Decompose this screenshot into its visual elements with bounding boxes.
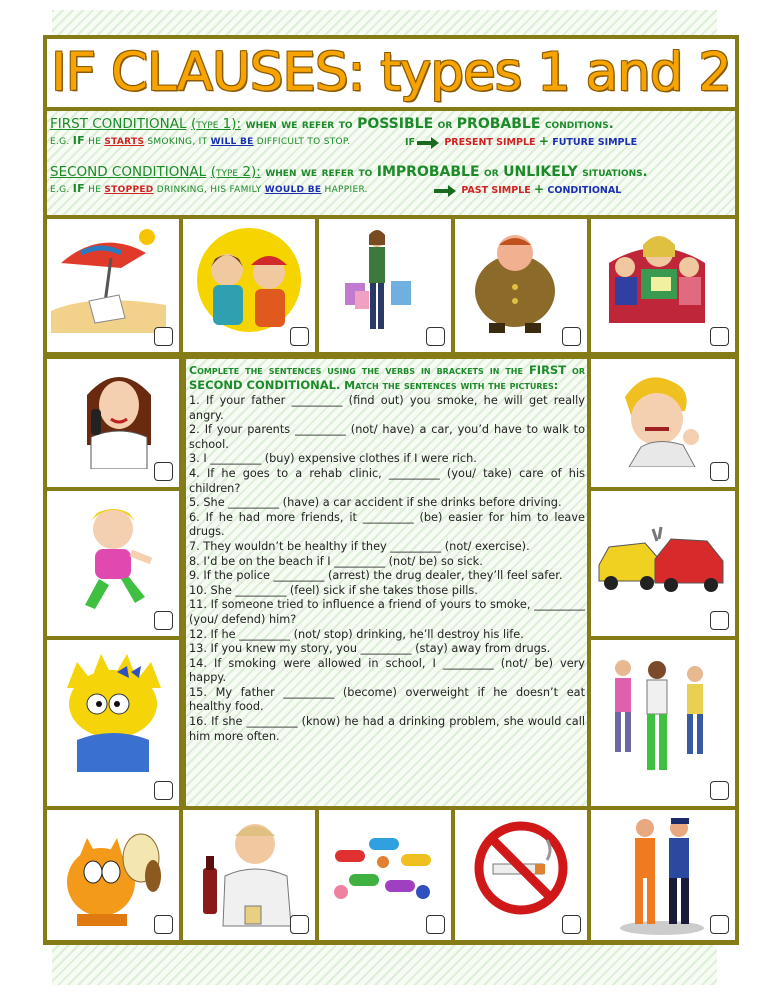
man-with-alcohol-icon — [195, 816, 303, 930]
answer-checkbox[interactable] — [154, 915, 173, 934]
exercise-sentence[interactable]: 4. If he goes to a rehab clinic, _________ (you/ take) care of his children? — [189, 466, 585, 495]
picture-garfield — [47, 810, 179, 940]
picture-fat-man — [455, 219, 587, 352]
answer-checkbox[interactable] — [710, 327, 729, 346]
pills-icon — [329, 830, 439, 910]
arrow-right-icon — [417, 138, 439, 148]
worksheet-title: IF CLAUSES: types 1 and 2 — [51, 42, 731, 103]
picture-boy-running — [47, 491, 179, 636]
picture-maggie — [47, 640, 179, 806]
answer-checkbox[interactable] — [562, 915, 581, 934]
exercise-sentence[interactable]: 15. My father _________ (become) overweight if he doesn’t eat healthy food. — [189, 685, 585, 714]
overweight-man-icon — [459, 227, 571, 339]
exercise-instructions: Complete the sentences using the verbs in brackets in the FIRST or SECOND CONDITIONAL. Match the sentences with the pictures: — [189, 363, 585, 392]
exercise-sentence[interactable]: 10. She _________ (feel) sick if she takes those pills. — [189, 583, 478, 597]
picture-shopping — [319, 219, 451, 352]
exercise-sentence[interactable]: 16. If she _________ (know) he had a drinking problem, she would call him more often. — [189, 715, 585, 743]
cartoon-cat-dog-icon — [57, 818, 169, 932]
exercise-sentence[interactable]: 13. If you knew my story, you _________ (stay) away from drugs. — [189, 642, 551, 656]
answer-checkbox[interactable] — [710, 462, 729, 481]
first-conditional-heading: FIRST CONDITIONAL (type 1): when we refer to POSSIBLE or PROBABLE conditions. — [50, 116, 614, 132]
arrow-right-icon — [434, 186, 456, 196]
second-conditional-formula: PAST SIMPLE + CONDITIONAL — [432, 183, 621, 197]
car-crash-icon — [595, 519, 727, 599]
exercising-people-icon — [603, 652, 713, 784]
exercise-sentence[interactable]: 8. I’d be on the beach if I _________ (not/ be) so sick. — [189, 554, 483, 568]
picture-friends — [183, 219, 315, 352]
exercise-sentence[interactable]: 11. If someone tried to influence a friend of yours to smoke, _________ (you/ defend) him? — [189, 598, 585, 626]
second-conditional-heading: SECOND CONDITIONAL (type 2): when we refer to IMPROBABLE or UNLIKELY situations. — [50, 164, 648, 180]
picture-drunk-man — [183, 810, 315, 940]
cartoon-baby-icon — [57, 648, 169, 778]
family-sofa-icon — [597, 223, 717, 343]
answer-checkbox[interactable] — [154, 327, 173, 346]
picture-beach — [47, 219, 179, 352]
picture-car-accident — [591, 491, 735, 636]
answer-checkbox[interactable] — [562, 327, 581, 346]
grammar-rules — [47, 111, 735, 215]
answer-checkbox[interactable] — [710, 611, 729, 630]
picture-pills — [319, 810, 451, 940]
running-boy-icon — [69, 501, 165, 619]
exercise-sentence[interactable]: 1. If your father _________ (find out) you smoke, he will get really angry. — [189, 394, 585, 422]
woman-on-phone-icon — [77, 365, 161, 469]
answer-checkbox[interactable] — [710, 915, 729, 934]
two-kids-icon — [189, 225, 304, 335]
exercise-panel — [186, 359, 587, 806]
answer-checkbox[interactable] — [426, 915, 445, 934]
answer-checkbox[interactable] — [154, 611, 173, 630]
beach-umbrella-icon — [51, 223, 166, 333]
answer-checkbox[interactable] — [154, 781, 173, 800]
picture-family-reading — [591, 219, 735, 352]
title-box — [47, 39, 735, 107]
exercise-sentence[interactable]: 9. If the police _________ (arrest) the drug dealer, they’ll feel safer. — [189, 569, 563, 583]
picture-woman-phone — [47, 359, 179, 487]
woman-shopping-icon — [337, 225, 417, 343]
picture-people-exercising — [591, 640, 735, 806]
picture-police-arrest — [591, 810, 735, 940]
sentence-list — [189, 394, 585, 744]
answer-checkbox[interactable] — [290, 327, 309, 346]
answer-checkbox[interactable] — [710, 781, 729, 800]
answer-checkbox[interactable] — [426, 327, 445, 346]
exercise-sentence[interactable]: 12. If he _________ (not/ stop) drinking, he’ll destroy his life. — [189, 627, 524, 641]
exercise-sentence[interactable]: 7. They wouldn’t be healthy if they _________ (not/ exercise). — [189, 539, 530, 553]
exercise-sentence[interactable]: 6. If he had more friends, it _________ (be) easier for him to leave drugs. — [189, 510, 585, 539]
exercise-sentence[interactable]: 14. If smoking were allowed in school, I _________ (not/ be) very happy. — [189, 656, 585, 685]
second-conditional-example: E.G. IF HE STOPPED DRINKING, HIS FAMILY WOULD BE HAPPIER. — [50, 182, 368, 195]
picture-no-smoking — [455, 810, 587, 940]
police-arrest-icon — [617, 814, 707, 936]
answer-checkbox[interactable] — [154, 462, 173, 481]
exercise-sentence[interactable]: 3. I _________ (buy) expensive clothes if I were rich. — [189, 452, 477, 466]
first-conditional-formula: IF PRESENT SIMPLE + FUTURE SIMPLE — [405, 134, 638, 148]
no-smoking-icon — [473, 820, 569, 916]
picture-angry-man — [591, 359, 735, 487]
answer-checkbox[interactable] — [290, 915, 309, 934]
exercise-sentence[interactable]: 5. She _________ (have) a car accident if she drinks before driving. — [189, 496, 562, 510]
angry-man-icon — [605, 367, 709, 467]
first-conditional-example: E.G. IF HE STARTS SMOKING, IT WILL BE DIFFICULT TO STOP. — [50, 134, 351, 147]
exercise-sentence[interactable]: 2. If your parents _________ (not/ have) a car, you’d have to walk to school. — [189, 423, 585, 451]
